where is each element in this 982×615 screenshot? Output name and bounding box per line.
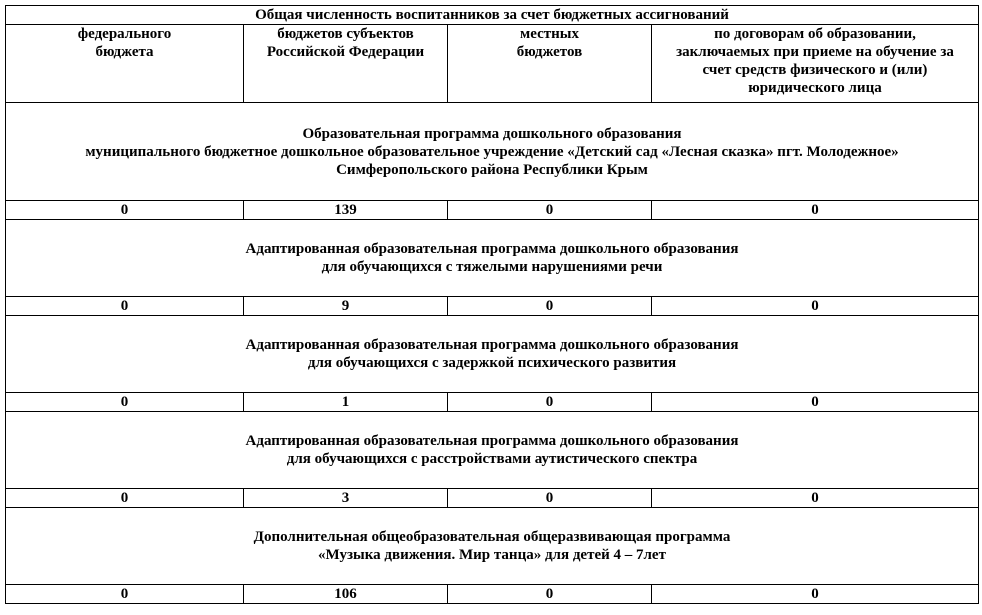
value-regional: 1: [244, 393, 448, 412]
value-federal: 0: [6, 201, 244, 220]
header-regional-budget: бюджетов субъектов Российской Федерации: [244, 25, 448, 103]
value-local: 0: [448, 393, 652, 412]
value-regional: 3: [244, 489, 448, 508]
header-federal-budget: федерального бюджета: [6, 25, 244, 103]
pupil-count-table: [5, 5, 979, 604]
value-federal: 0: [6, 489, 244, 508]
program-title: Адаптированная образовательная программа дошкольного образования для обучающихся с задержкой психического развития: [6, 316, 979, 393]
value-federal: 0: [6, 297, 244, 316]
value-local: 0: [448, 201, 652, 220]
column-header-row: [6, 25, 979, 103]
value-contracts: 0: [652, 201, 979, 220]
value-contracts: 0: [652, 489, 979, 508]
program-title: Адаптированная образовательная программа дошкольного образования для обучающихся с расстройствами аутистического спектра: [6, 412, 979, 489]
program-row: [6, 316, 979, 393]
value-regional: 106: [244, 585, 448, 604]
program-title: Образовательная программа дошкольного образования муниципального бюджетное дошкольное образовательное учреждение «Детский сад «Лесная сказка» пгт. Молодежное» Симферопольского района Республики Крым: [6, 103, 979, 201]
values-row: [6, 393, 979, 412]
value-regional: 9: [244, 297, 448, 316]
program-row: [6, 508, 979, 585]
values-row: [6, 489, 979, 508]
value-local: 0: [448, 297, 652, 316]
value-contracts: 0: [652, 297, 979, 316]
values-row: [6, 297, 979, 316]
values-row: [6, 201, 979, 220]
value-contracts: 0: [652, 585, 979, 604]
header-local-budget: местных бюджетов: [448, 25, 652, 103]
value-federal: 0: [6, 585, 244, 604]
program-row: [6, 103, 979, 201]
values-row: [6, 585, 979, 604]
value-contracts: 0: [652, 393, 979, 412]
program-title: Адаптированная образовательная программа дошкольного образования для обучающихся с тяжелыми нарушениями речи: [6, 220, 979, 297]
header-paid-contracts: по договорам об образовании, заключаемых при приеме на обучение за счет средств физического и (или) юридического лица: [652, 25, 979, 103]
program-row: [6, 412, 979, 489]
program-title: Дополнительная общеобразовательная общеразвивающая программа «Музыка движения. Мир танца» для детей 4 – 7лет: [6, 508, 979, 585]
value-local: 0: [448, 489, 652, 508]
value-federal: 0: [6, 393, 244, 412]
table-title: Общая численность воспитанников за счет бюджетных ассигнований: [6, 6, 979, 25]
table-title-row: [6, 6, 979, 25]
value-local: 0: [448, 585, 652, 604]
program-row: [6, 220, 979, 297]
value-regional: 139: [244, 201, 448, 220]
